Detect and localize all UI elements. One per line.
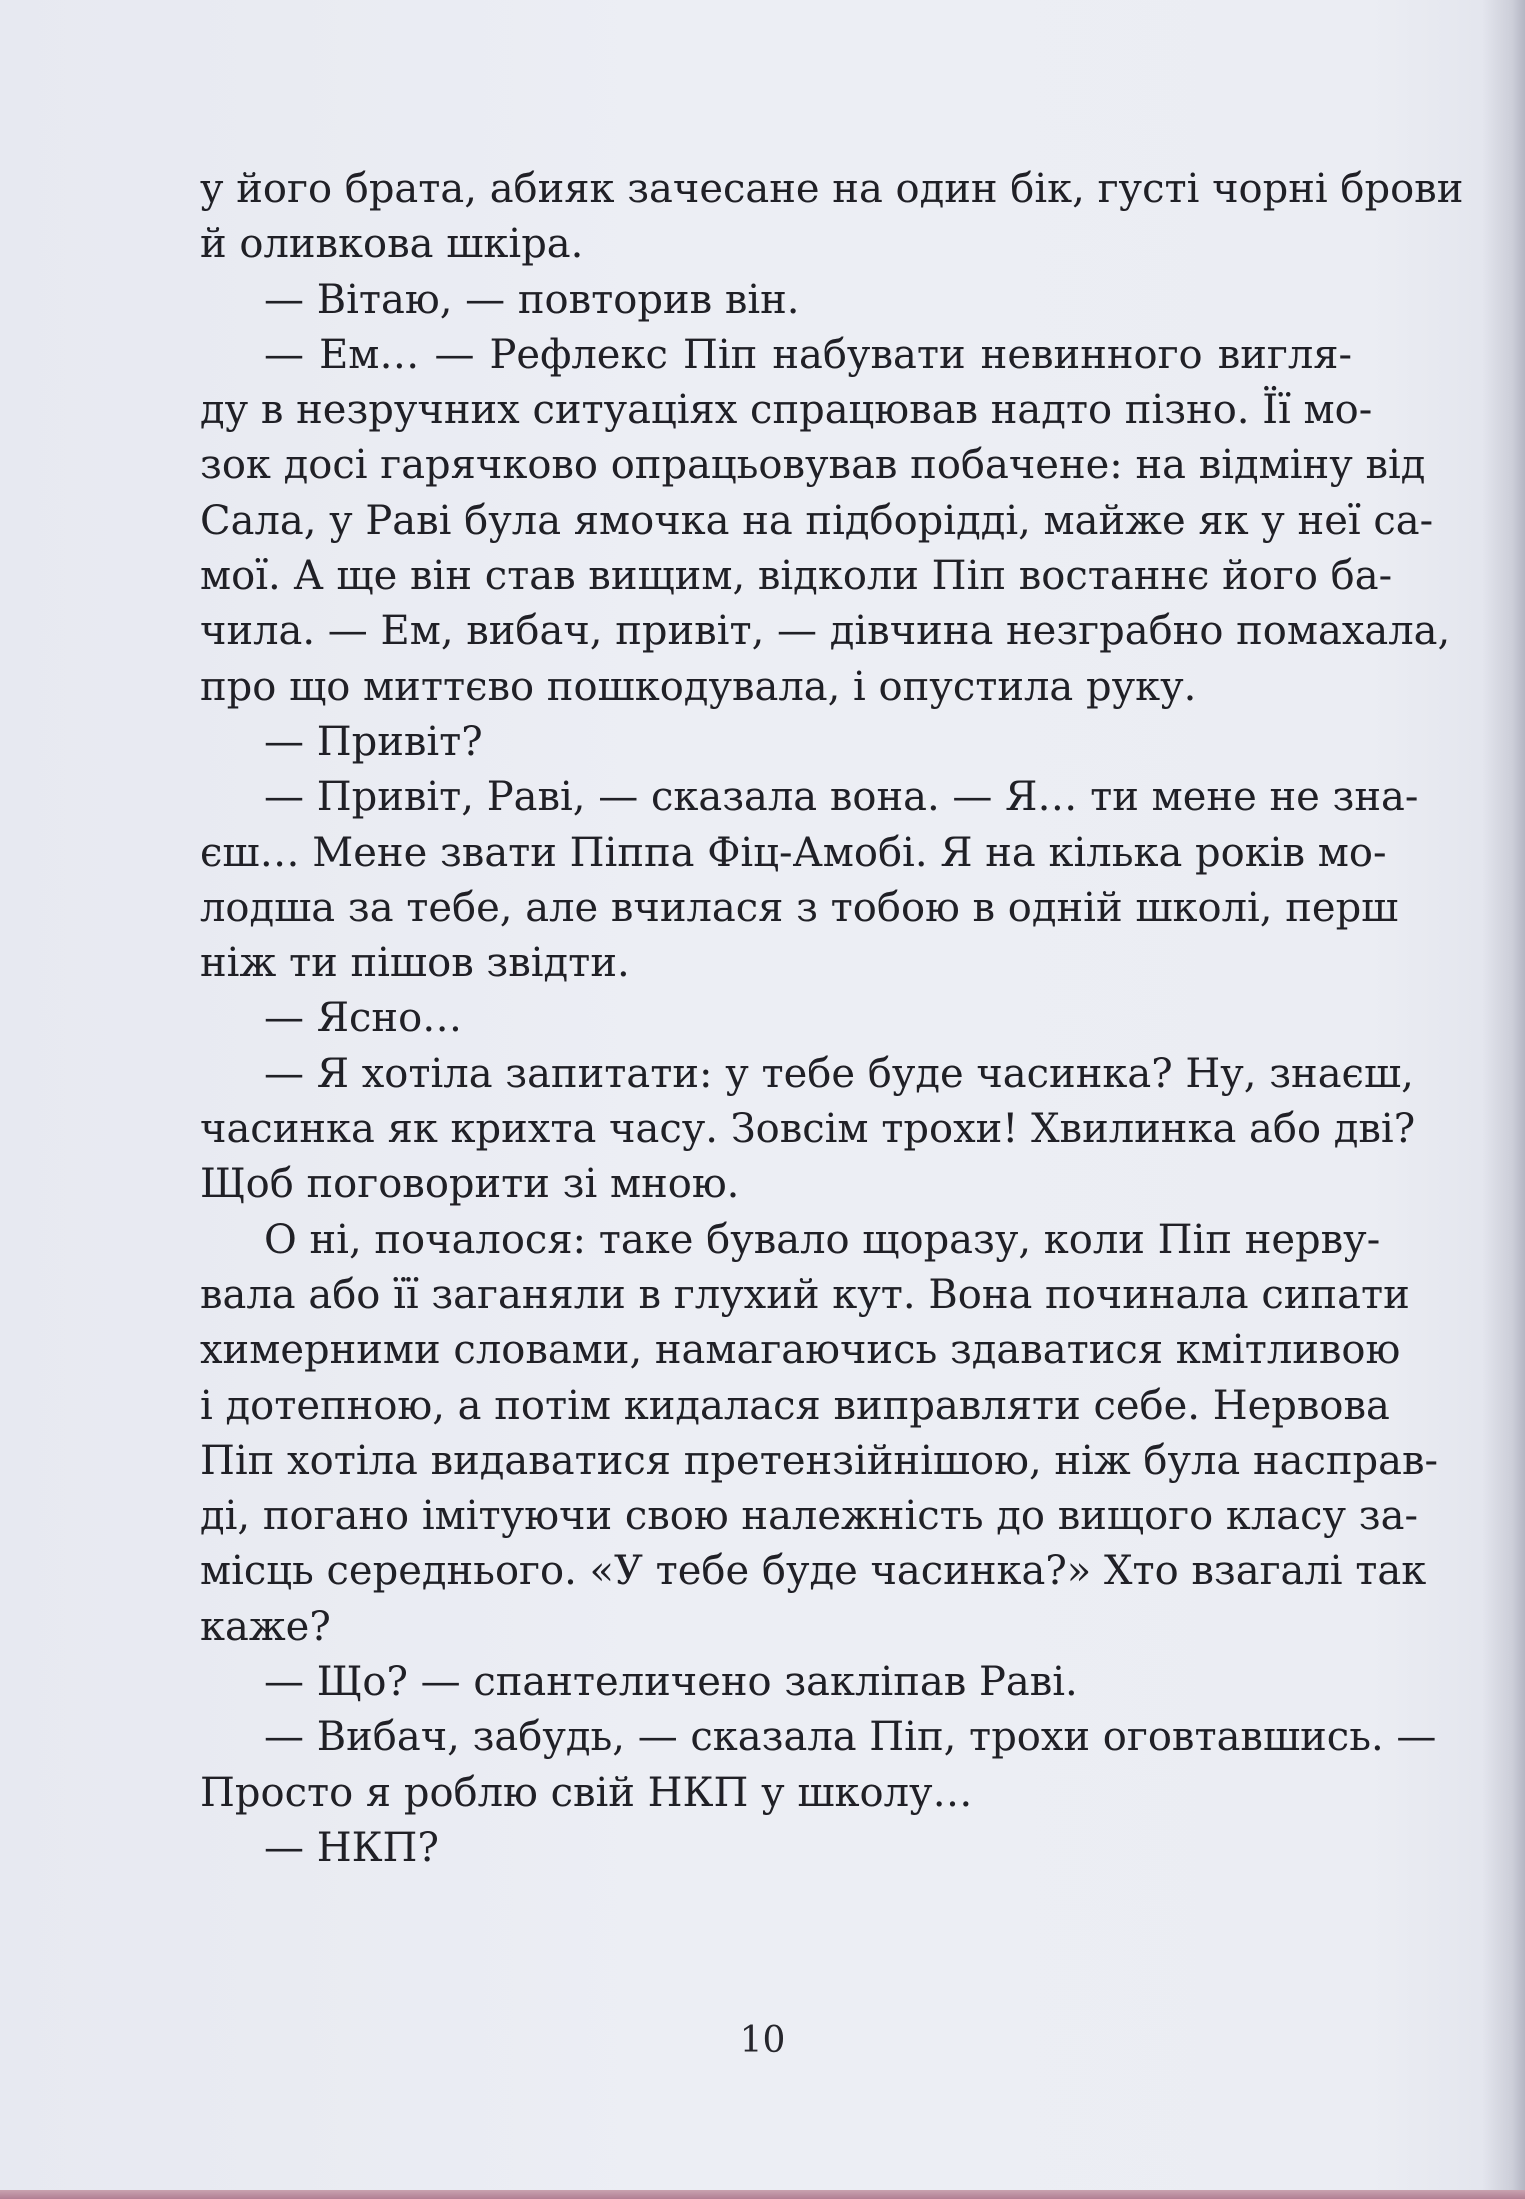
text-line: місць середнього. «У тебе буде часинка?» Хто взагалі так [200, 1548, 1427, 1595]
text-line: Щоб поговорити зі мною. [200, 1161, 740, 1208]
text-line: часинка як крихта часу. Зовсім трохи! Хвилинка або дві? [200, 1106, 1416, 1153]
page-bottom-edge [0, 2190, 1525, 2199]
text-line: ніж ти пішов звідти. [200, 940, 630, 987]
text-line: — Вибач, забудь, — сказала Піп, трохи оговтавшись. — [264, 1714, 1437, 1761]
text-line: — Ем… — Рефлекс Піп набувати невинного вигля- [264, 331, 1352, 378]
text-line: про що миттєво пошкодувала, і опустила руку. [200, 663, 1197, 710]
text-line: ду в незручних ситуаціях спрацював надто пізно. Її мо- [200, 387, 1373, 434]
text-line: і дотепною, а потім кидалася виправляти себе. Нервова [200, 1382, 1390, 1429]
text-line: у його брата, абияк зачесане на один бік, густі чорні брови [200, 166, 1464, 212]
text-line: мої. А ще він став вищим, відколи Піп востаннє його ба- [200, 553, 1393, 600]
text-line: — Що? — спантеличено закліпав Раві. [264, 1659, 1078, 1706]
text-line: Просто я роблю свій НКП у школу… [200, 1769, 973, 1816]
text-line: — Вітаю, — повторив він. [264, 276, 800, 323]
text-line: лодша за тебе, але вчилася з тобою в одній школі, перш [200, 884, 1399, 931]
page-number: 10 [739, 2020, 786, 2061]
text-line: О ні, почалося: таке бувало щоразу, коли Піп нерву- [264, 1216, 1381, 1263]
text-line: вала або її заганяли в глухий кут. Вона починала сипати [200, 1271, 1410, 1318]
body-text [200, 162, 1464, 1876]
text-line: ді, погано імітуючи свою належність до вищого класу за- [200, 1493, 1418, 1540]
text-line: — Я хотіла запитати: у тебе буде часинка? Ну, знаєш, [264, 1050, 1414, 1097]
text-line: Піп хотіла видаватися претензійнішою, ніж була насправ- [200, 1437, 1439, 1484]
text-line: зок досі гарячково опрацьовував побачене: на відміну від [200, 442, 1426, 489]
text-line: чила. — Ем, вибач, привіт, — дівчина незграбно помахала, [200, 608, 1451, 655]
text-line: єш… Мене звати Піппа Фіц-Амобі. Я на кілька років мо- [200, 829, 1387, 876]
text-line: й оливкова шкіра. [200, 221, 584, 268]
text-line: Сала, у Раві була ямочка на підборідді, майже як у неї са- [200, 497, 1434, 544]
text-line: — Ясно… [264, 995, 463, 1042]
page-gutter-shadow [1483, 0, 1525, 2199]
text-line: химерними словами, намагаючись здаватися кмітливою [200, 1327, 1401, 1374]
text-line: — Привіт, Раві, — сказала вона. — Я… ти мене не зна- [264, 774, 1419, 821]
text-line: каже? [200, 1603, 331, 1650]
text-line: — Привіт? [264, 718, 483, 765]
text-line: — НКП? [264, 1824, 439, 1871]
